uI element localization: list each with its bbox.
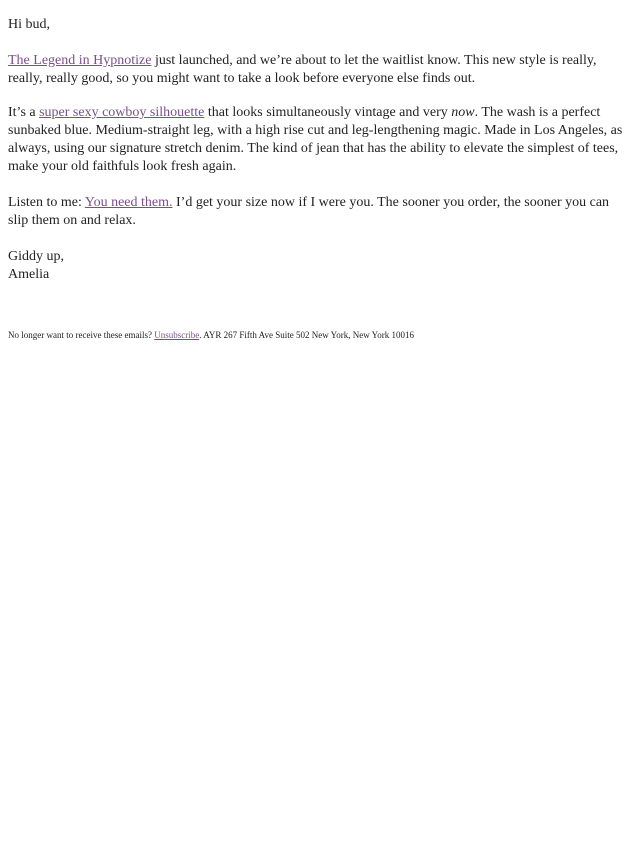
paragraph-launch-text: just launched, and we’re about to let the waitlist know. This new style is really, really, really good, so you might want to take a look before everyone else finds out. — [8, 53, 597, 86]
email-body — [0, 0, 640, 341]
signoff — [8, 248, 632, 284]
paragraph-cta-rest: I’d get your size now if I were you. The sooner you order, the sooner you can slip them on and relax. — [8, 195, 610, 228]
paragraph-call-to-action — [8, 194, 632, 230]
unsubscribe-link[interactable]: Unsubscribe — [154, 330, 200, 340]
you-need-them-link[interactable]: You need them. — [84, 195, 173, 210]
footer-address: . AYR 267 Fifth Ave Suite 502 New York, New York 10016 — [199, 330, 414, 340]
paragraph-description-middle: that looks simultaneously vintage and very — [204, 105, 452, 120]
paragraph-launch — [8, 52, 632, 88]
paragraph-description-rest: . The wash is a perfect sunbaked blue. Medium-straight leg, with a high rise cut and leg-lengthening magic. Made in Los Angeles, as always, using our signature stretch denim. The kind of jean that has the ability to elevate the simplest of tees, make your old faithfuls look fresh again. — [8, 105, 623, 174]
paragraph-cta-lead: Listen to me: — [8, 195, 85, 210]
silhouette-link[interactable]: super sexy cowboy silhouette — [39, 105, 205, 120]
email-footer — [8, 329, 632, 341]
paragraph-description-lead: It’s a — [8, 105, 40, 120]
greeting: Hi bud, — [8, 17, 50, 32]
paragraph-description — [8, 104, 632, 176]
emphasis-now: now — [451, 105, 475, 120]
signoff-line: Giddy up, — [8, 249, 64, 264]
product-link-legend-in-hypnotize[interactable]: The Legend in Hypnotize — [8, 53, 152, 68]
footer-unsubscribe-prompt: No longer want to receive these emails? — [8, 330, 155, 340]
signature-name: Amelia — [8, 267, 50, 282]
